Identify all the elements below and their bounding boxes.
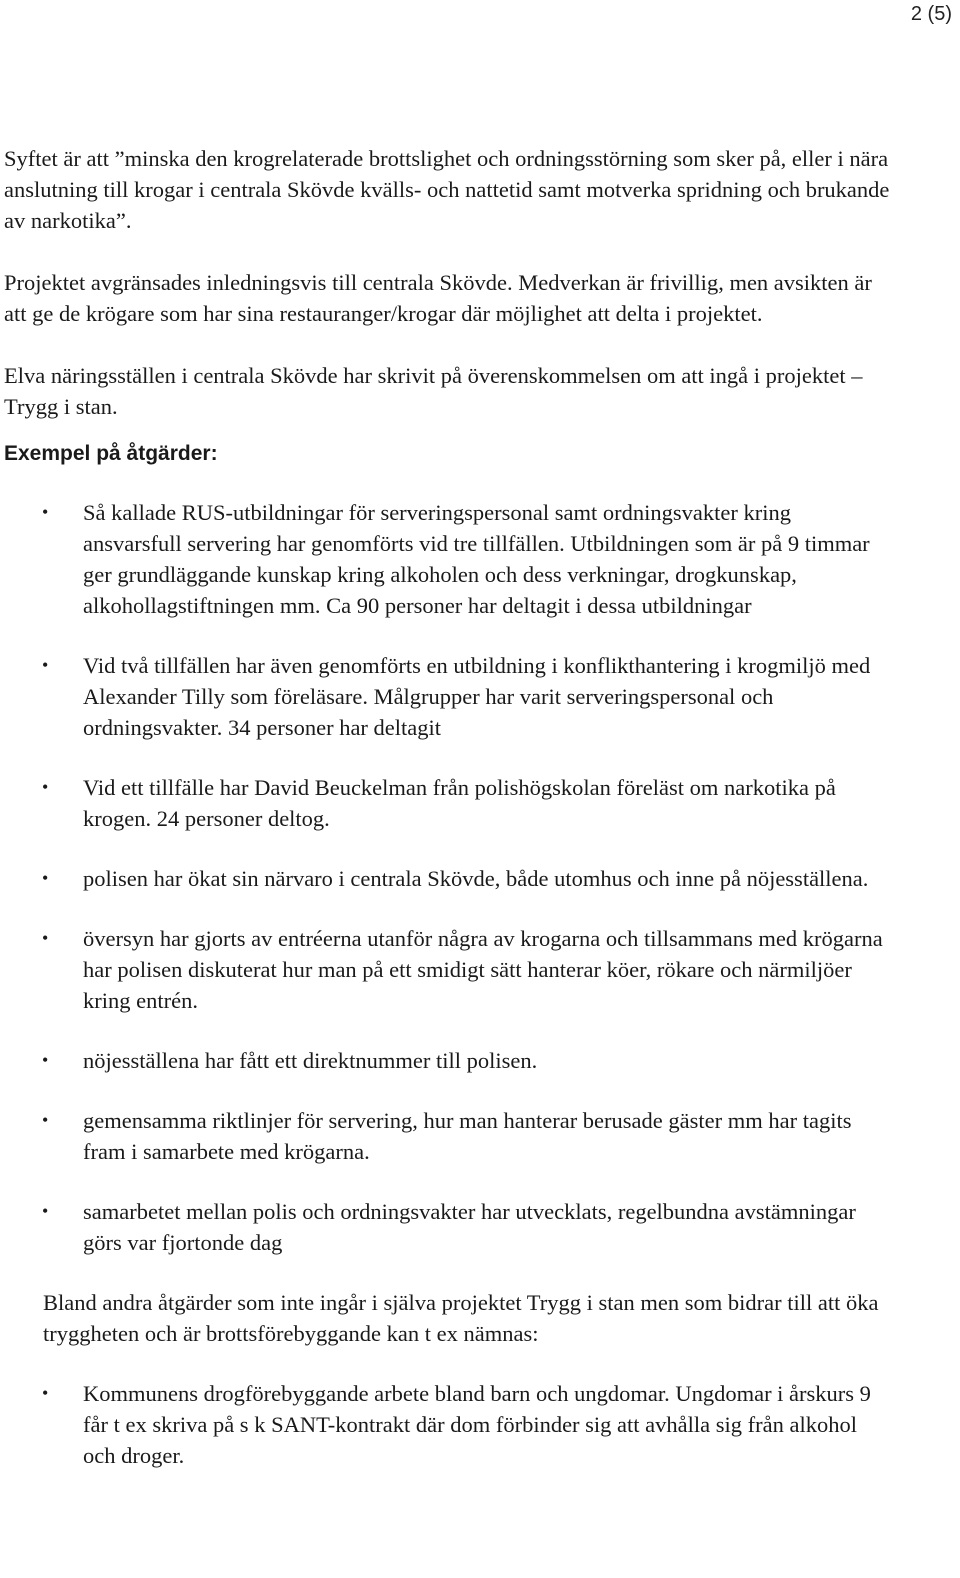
bullet-icon: • [42, 1201, 49, 1221]
list-item-text: Vid två tillfällen har även genomförts en utbildning i konflikthantering i krogmiljö med Alexander Tilly som föreläsare. Målgrupper har varit serveringspersonal och ordningsvakter. 34 personer har deltagit [83, 653, 871, 740]
list-item-text: Kommunens drogförebyggande arbete bland barn och ungdomar. Ungdomar i årskurs 9 får t ex skriva på s k SANT-kontrakt där dom förbinder sig att avhålla sig från alkohol och droger. [83, 1381, 871, 1468]
bullet-icon: • [42, 1383, 49, 1403]
bullet-icon: • [42, 868, 49, 888]
list-item-text: nöjesställena har fått ett direktnummer till polisen. [83, 1048, 538, 1073]
bullet-icon: • [42, 1110, 49, 1130]
bullet-icon: • [42, 928, 49, 948]
other-measures-list [4, 1378, 894, 1471]
scope-paragraph: Projektet avgränsades inledningsvis till centrala Skövde. Medverkan är frivillig, men avsikten är att ge de krögare som har sina restauranger/krogar där möjlighet att delta i projektet. [4, 270, 872, 326]
list-item [4, 772, 894, 834]
list-item [4, 650, 894, 743]
list-item-text: översyn har gjorts av entréerna utanför några av krogarna och tillsammans med krögarna har polisen diskuterat hur man på ett smidigt sätt hanterar köer, rökare och närmiljöer kring entrén. [83, 926, 883, 1013]
list-item-text: Så kallade RUS-utbildningar för serveringspersonal samt ordningsvakter kring ansvarsfull servering har genomförts vid tre tillfällen. Utbildningen som är på 9 timmar ger grundläggande kunskap kring alkoholen och dess verkningar, drogkunskap, alkohollagstiftningen mm. Ca 90 personer har deltagit i dessa utbildningar [83, 500, 870, 618]
other-measures-paragraph: Bland andra åtgärder som inte ingår i själva projektet Trygg i stan men som bidrar till att öka tryggheten och är brottsförebyggande kan t ex nämnas: [43, 1290, 879, 1346]
bullet-icon: • [42, 777, 49, 797]
page-number: 2 (5) [910, 3, 952, 25]
bullet-icon: • [42, 502, 49, 522]
examples-heading: Exempel på åtgärder: [4, 442, 218, 465]
purpose-paragraph: Syftet är att ”minska den krogrelaterade brottslighet och ordningsstörning som sker på, eller i nära anslutning till krogar i centrala Skövde kvälls- och nattetid samt motverka spridning och brukande av narkotika”. [4, 146, 890, 233]
list-item [4, 1196, 894, 1258]
list-item [4, 1045, 894, 1076]
list-item-text: polisen har ökat sin närvaro i centrala Skövde, både utomhus och inne på nöjesställena. [83, 866, 869, 891]
participants-paragraph: Elva näringsställen i centrala Skövde har skrivit på överenskommelsen om att ingå i projektet – Trygg i stan. [4, 363, 863, 419]
document-body [4, 143, 894, 1500]
list-item [4, 1378, 894, 1471]
bullet-icon: • [42, 1050, 49, 1070]
list-item-text: gemensamma riktlinjer för servering, hur man hanterar berusade gäster mm har tagits fram i samarbete med krögarna. [83, 1108, 852, 1164]
list-item-text: samarbetet mellan polis och ordningsvakter har utvecklats, regelbundna avstämningar görs var fjortonde dag [83, 1199, 856, 1255]
list-item [4, 497, 894, 621]
list-item-text: Vid ett tillfälle har David Beuckelman från polishögskolan föreläst om narkotika på krogen. 24 personer deltog. [83, 775, 836, 831]
list-item [4, 923, 894, 1016]
examples-list [4, 497, 894, 1258]
list-item [4, 1105, 894, 1167]
list-item [4, 863, 894, 894]
bullet-icon: • [42, 655, 49, 675]
